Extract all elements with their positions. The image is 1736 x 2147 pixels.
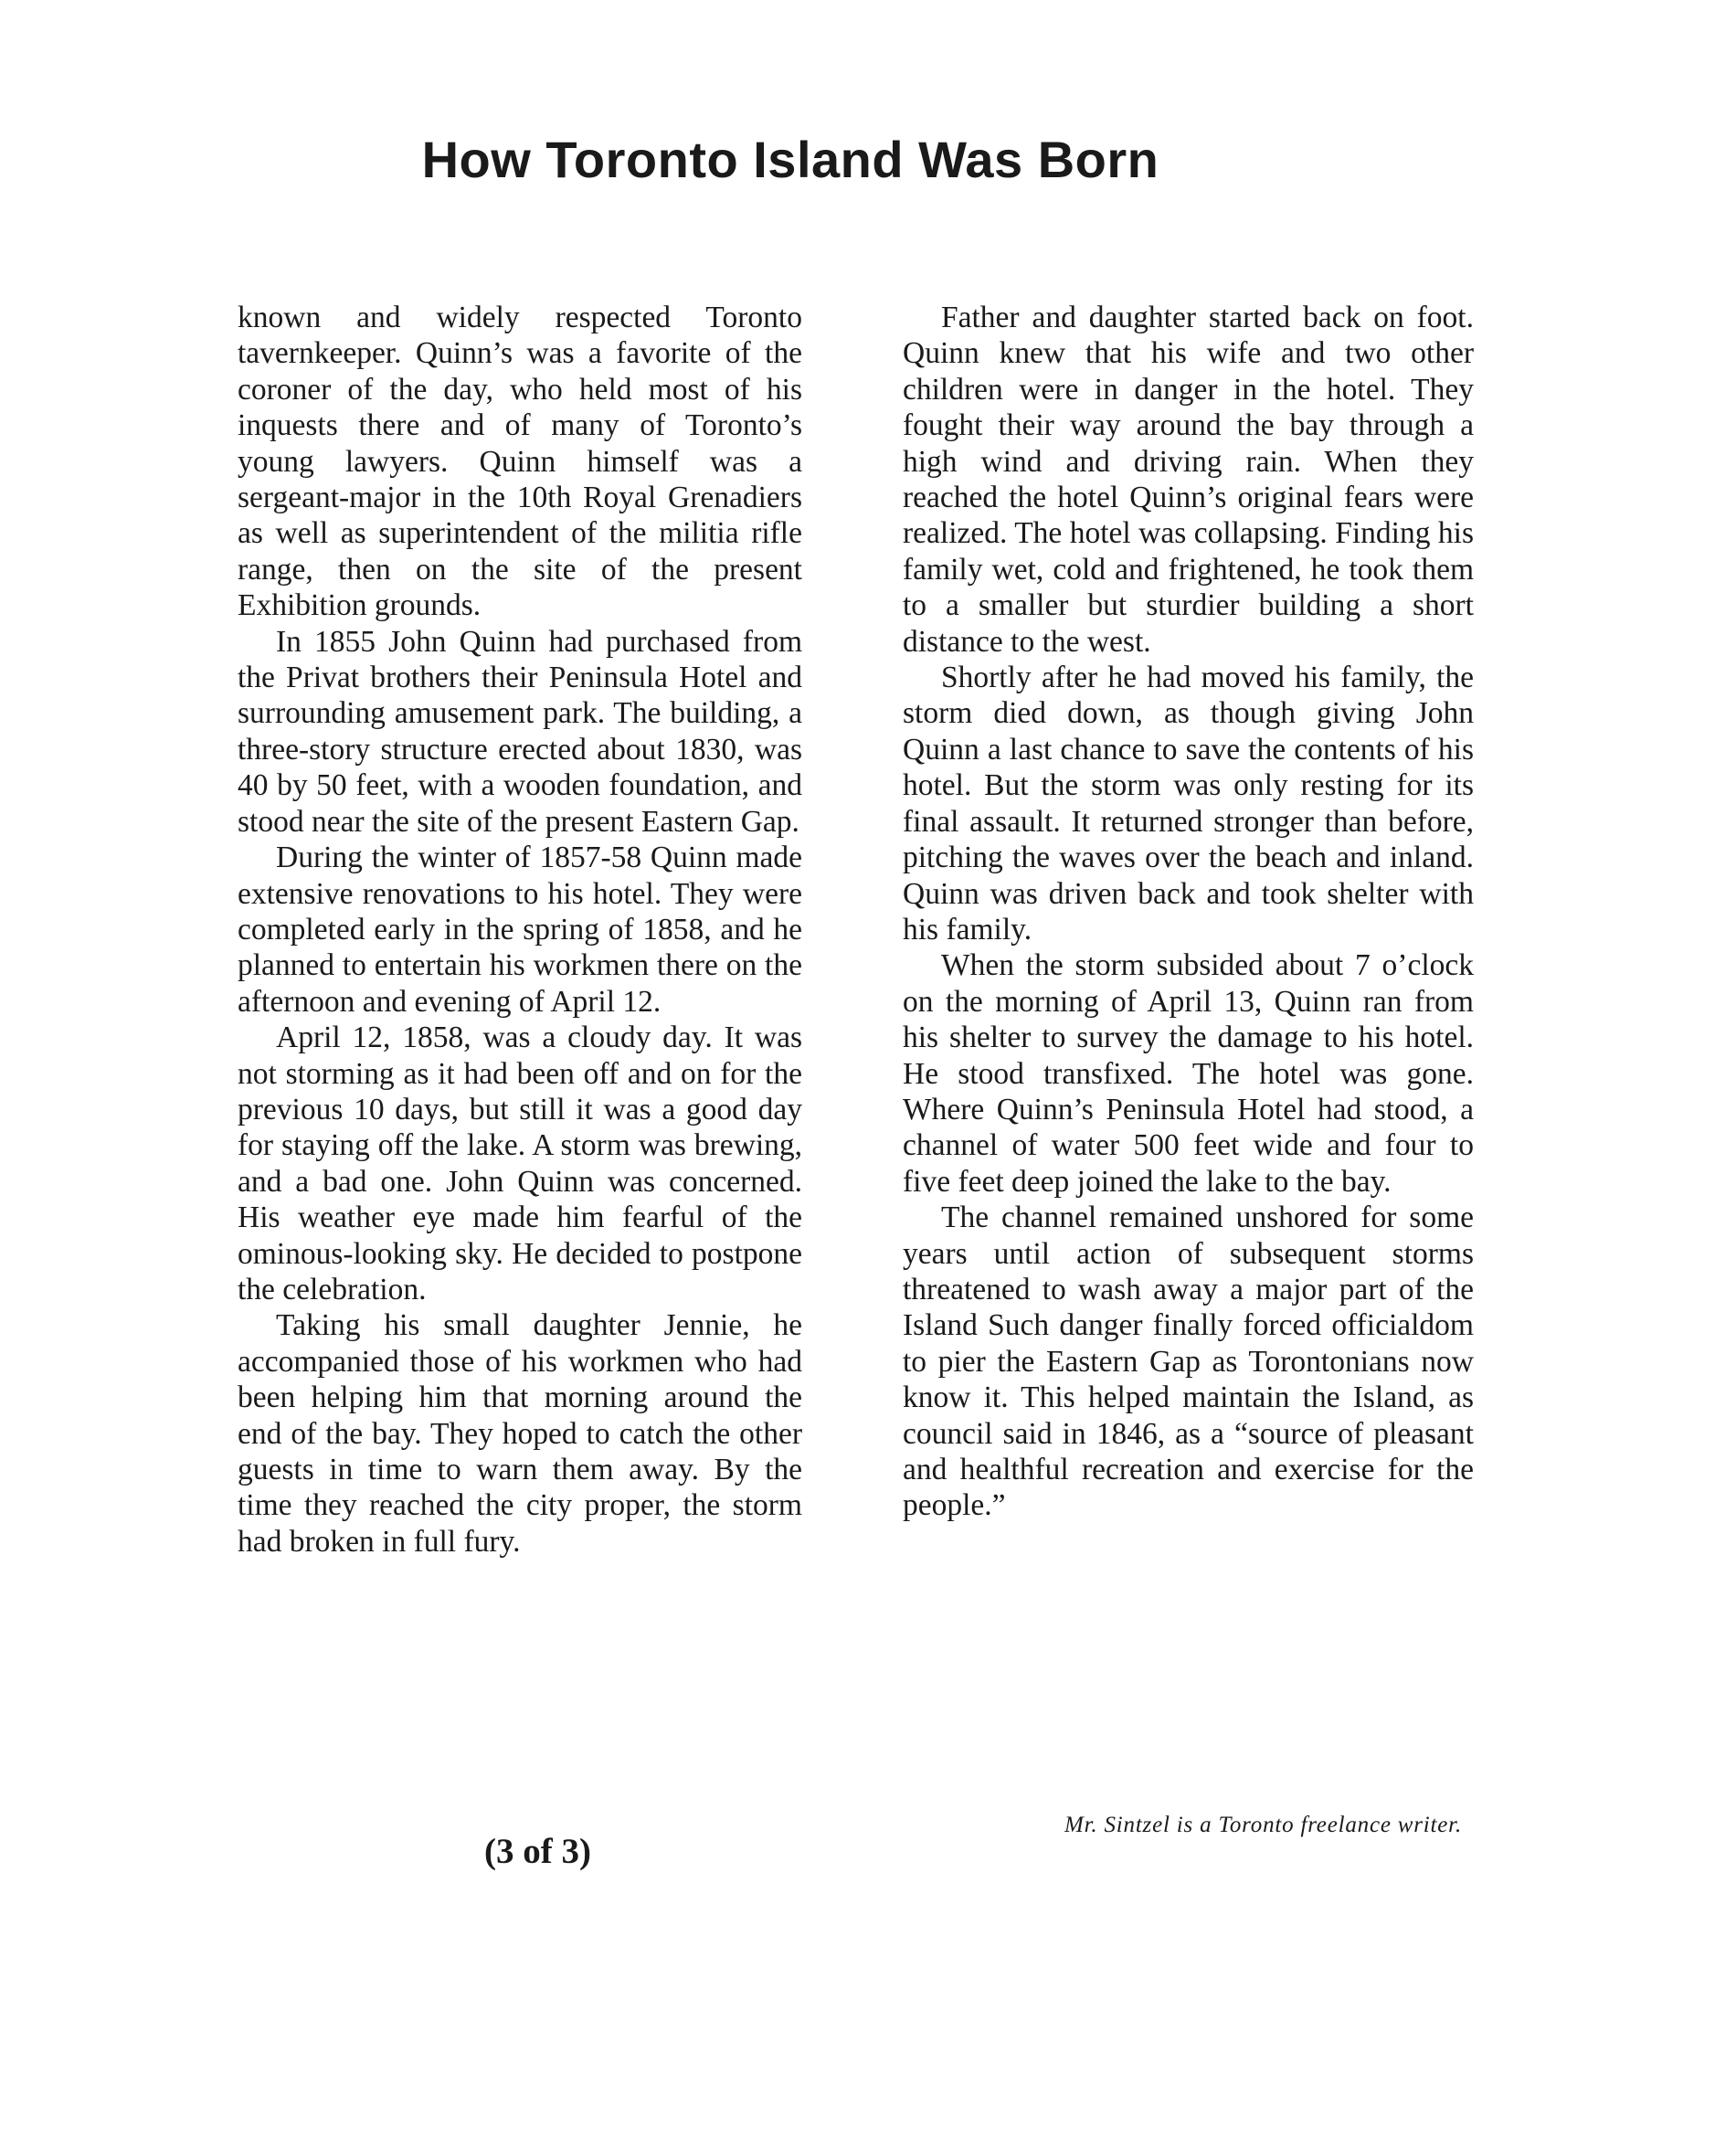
paragraph: Father and daughter started back on foot. Quinn knew that his wife and two other children were in danger in the hotel. They fought their way around the bay through a high wind and driving rain. When they reached the hotel Quinn’s original fears were realized. The hotel was collapsing. Finding his family wet, cold and frightened, he took them to a smaller but sturdier building a short distance to the west. — [903, 301, 1474, 659]
paragraph: When the storm subsided about 7 o’clock on the morning of April 13, Quinn ran from his shelter to survey the damage to his hotel. He stood transfixed. The hotel was gone. Where Quinn’s Peninsula Hotel had stood, a channel of water 500 feet wide and four to five feet deep joined the lake to the bay. — [903, 948, 1474, 1199]
author-byline: Mr. Sintzel is a Toronto freelance writer. — [1064, 1813, 1462, 1837]
left-column — [238, 300, 802, 1560]
paragraph: In 1855 John Quinn had purchased from the Privat brothers their Peninsula Hotel and surrounding amusement park. The building, a three-story structure erected about 1830, was 40 by 50 feet, with a wooden foundation, and stood near the site of the present Eastern Gap. — [238, 624, 802, 839]
paragraph: The channel remained unshored for some years until action of subsequent storms threatened to wash away a major part of the Island Such danger finally forced officialdom to pier the Eastern Gap as Torontonians now know it. This helped maintain the Island, as council said in 1846, as a “source of pleasant and healthful recreation and exercise for the people.” — [903, 1200, 1474, 1523]
page-marker: (3 of 3) — [484, 1832, 591, 1871]
paragraph: Shortly after he had moved his family, the storm died down, as though giving John Quinn a last chance to save the contents of his hotel. But the storm was only resting for its final assault. It returned stronger than before, pitching the waves over the beach and inland. Quinn was driven back and took shelter with his family. — [903, 661, 1474, 947]
paragraph: During the winter of 1857-58 Quinn made extensive renovations to his hotel. They were completed early in the spring of 1858, and he planned to entertain his workmen there on the afternoon and evening of April 12. — [238, 841, 802, 1019]
paragraph: April 12, 1858, was a cloudy day. It was not storming as it had been off and on for the previous 10 days, but still it was a good day for staying off the lake. A storm was brewing, and a bad one. John Quinn was concerned. His weather eye made him fearful of the ominous-looking sky. He decided to postpone the celebration. — [238, 1021, 802, 1306]
paragraph: Taking his small daughter Jennie, he accompanied those of his workmen who had been helping him that morning around the end of the bay. They hoped to catch the other guests in time to warn them away. By the time they reached the city proper, the storm had broken in full fury. — [238, 1308, 802, 1559]
article-title: How Toronto Island Was Born — [421, 131, 1159, 188]
paragraph: known and widely respected Toronto tavernkeeper. Quinn’s was a favorite of the coroner of the day, who held most of his inquests there and of many of Toronto’s young lawyers. Quinn himself was a sergeant-major in the 10th Royal Grenadiers as well as superintendent of the militia rifle range, then on the site of the present Exhibition grounds. — [238, 301, 802, 623]
right-column — [903, 300, 1474, 1524]
